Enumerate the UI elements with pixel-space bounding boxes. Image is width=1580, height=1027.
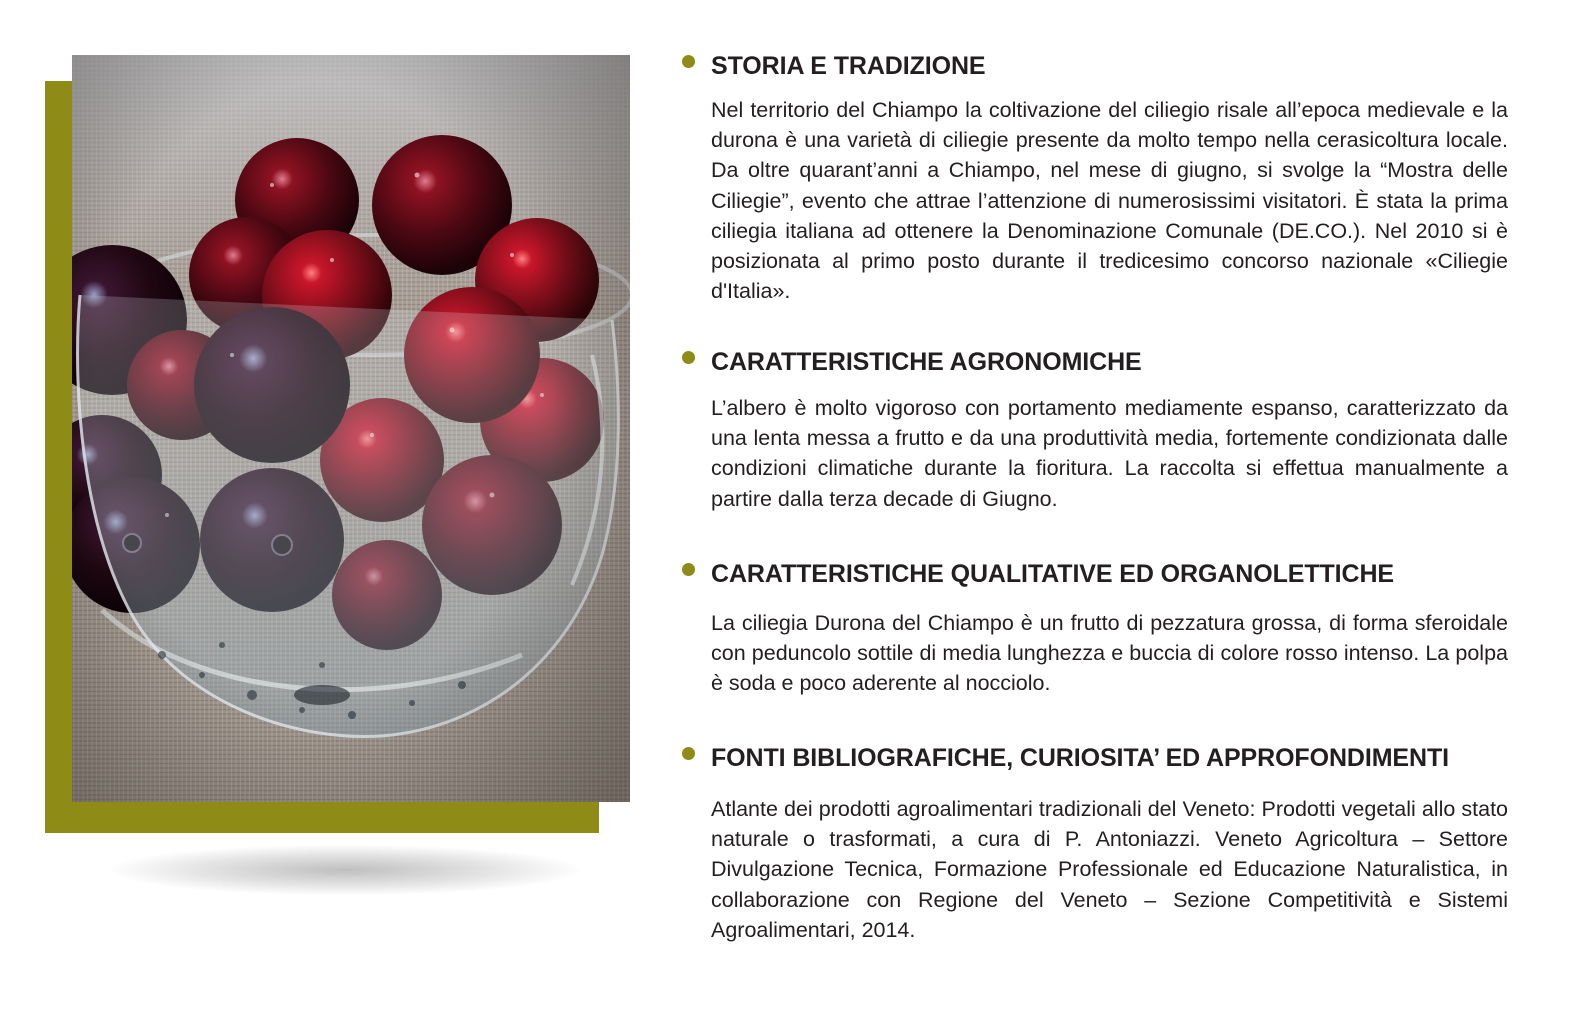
section-title: CARATTERISTICHE QUALITATIVE ED ORGANOLETTICHE	[711, 560, 1394, 588]
bullet-icon	[682, 563, 695, 576]
section-agronomiche	[682, 348, 1508, 514]
section-title: FONTI BIBLIOGRAFICHE, CURIOSITA’ ED APPROFONDIMENTI	[711, 744, 1449, 772]
photo-shadow	[110, 845, 580, 895]
section-storia	[682, 52, 1508, 306]
section-qualitative	[682, 560, 1508, 699]
section-text: Atlante dei prodotti agroalimentari tradizionali del Veneto: Prodotti vegetali allo stato naturale o trasformati, a cura di P. Antoniazzi. Veneto Agricoltura – Settore Divulgazione Tecnica, Formazione Professionale ed Educazione Naturalistica, in collaborazione con Regione del Veneto – Sezione Competitività e Sistemi Agroalimentari, 2014.	[711, 797, 1508, 942]
section-fonti	[682, 744, 1508, 945]
cherries-photo	[72, 55, 630, 802]
section-text: La ciliegia Durona del Chiampo è un frutto di pezzatura grossa, di forma sferoidale con peduncolo sottile di media lunghezza e buccia di colore rosso intenso. La polpa è soda e poco aderente al nocciolo.	[711, 611, 1508, 696]
section-text: L’albero è molto vigoroso con portamento mediamente espanso, caratterizzato da una lenta messa a frutto e da una produttività media, fortemente condizionata dalle condizioni climatiche durante la fioritura. La raccolta si effettua manualmente a partire dalla terza decade di Giugno.	[711, 396, 1508, 511]
section-title: STORIA E TRADIZIONE	[711, 52, 986, 80]
bullet-icon	[682, 747, 695, 760]
bullet-icon	[682, 351, 695, 364]
section-title: CARATTERISTICHE AGRONOMICHE	[711, 348, 1142, 376]
section-text: Nel territorio del Chiampo la coltivazione del ciliegio risale all’epoca medievale e la durona è una varietà di ciliegie presente da molto tempo nella cerasicoltura locale. Da oltre quarant’anni a Chiampo, nel mese di giugno, si svolge la “Mostra delle Ciliegie”, evento che attrae l’attenzione di numerosissimi visitatori. È stata la prima ciliegia italiana ad ottenere la Denominazione Comunale (DE.CO.). Nel 2010 si è posizionata al primo posto durante il tredicesimo concorso nazionale «Ciliegie d'Italia».	[711, 98, 1508, 304]
bullet-icon	[682, 55, 695, 68]
